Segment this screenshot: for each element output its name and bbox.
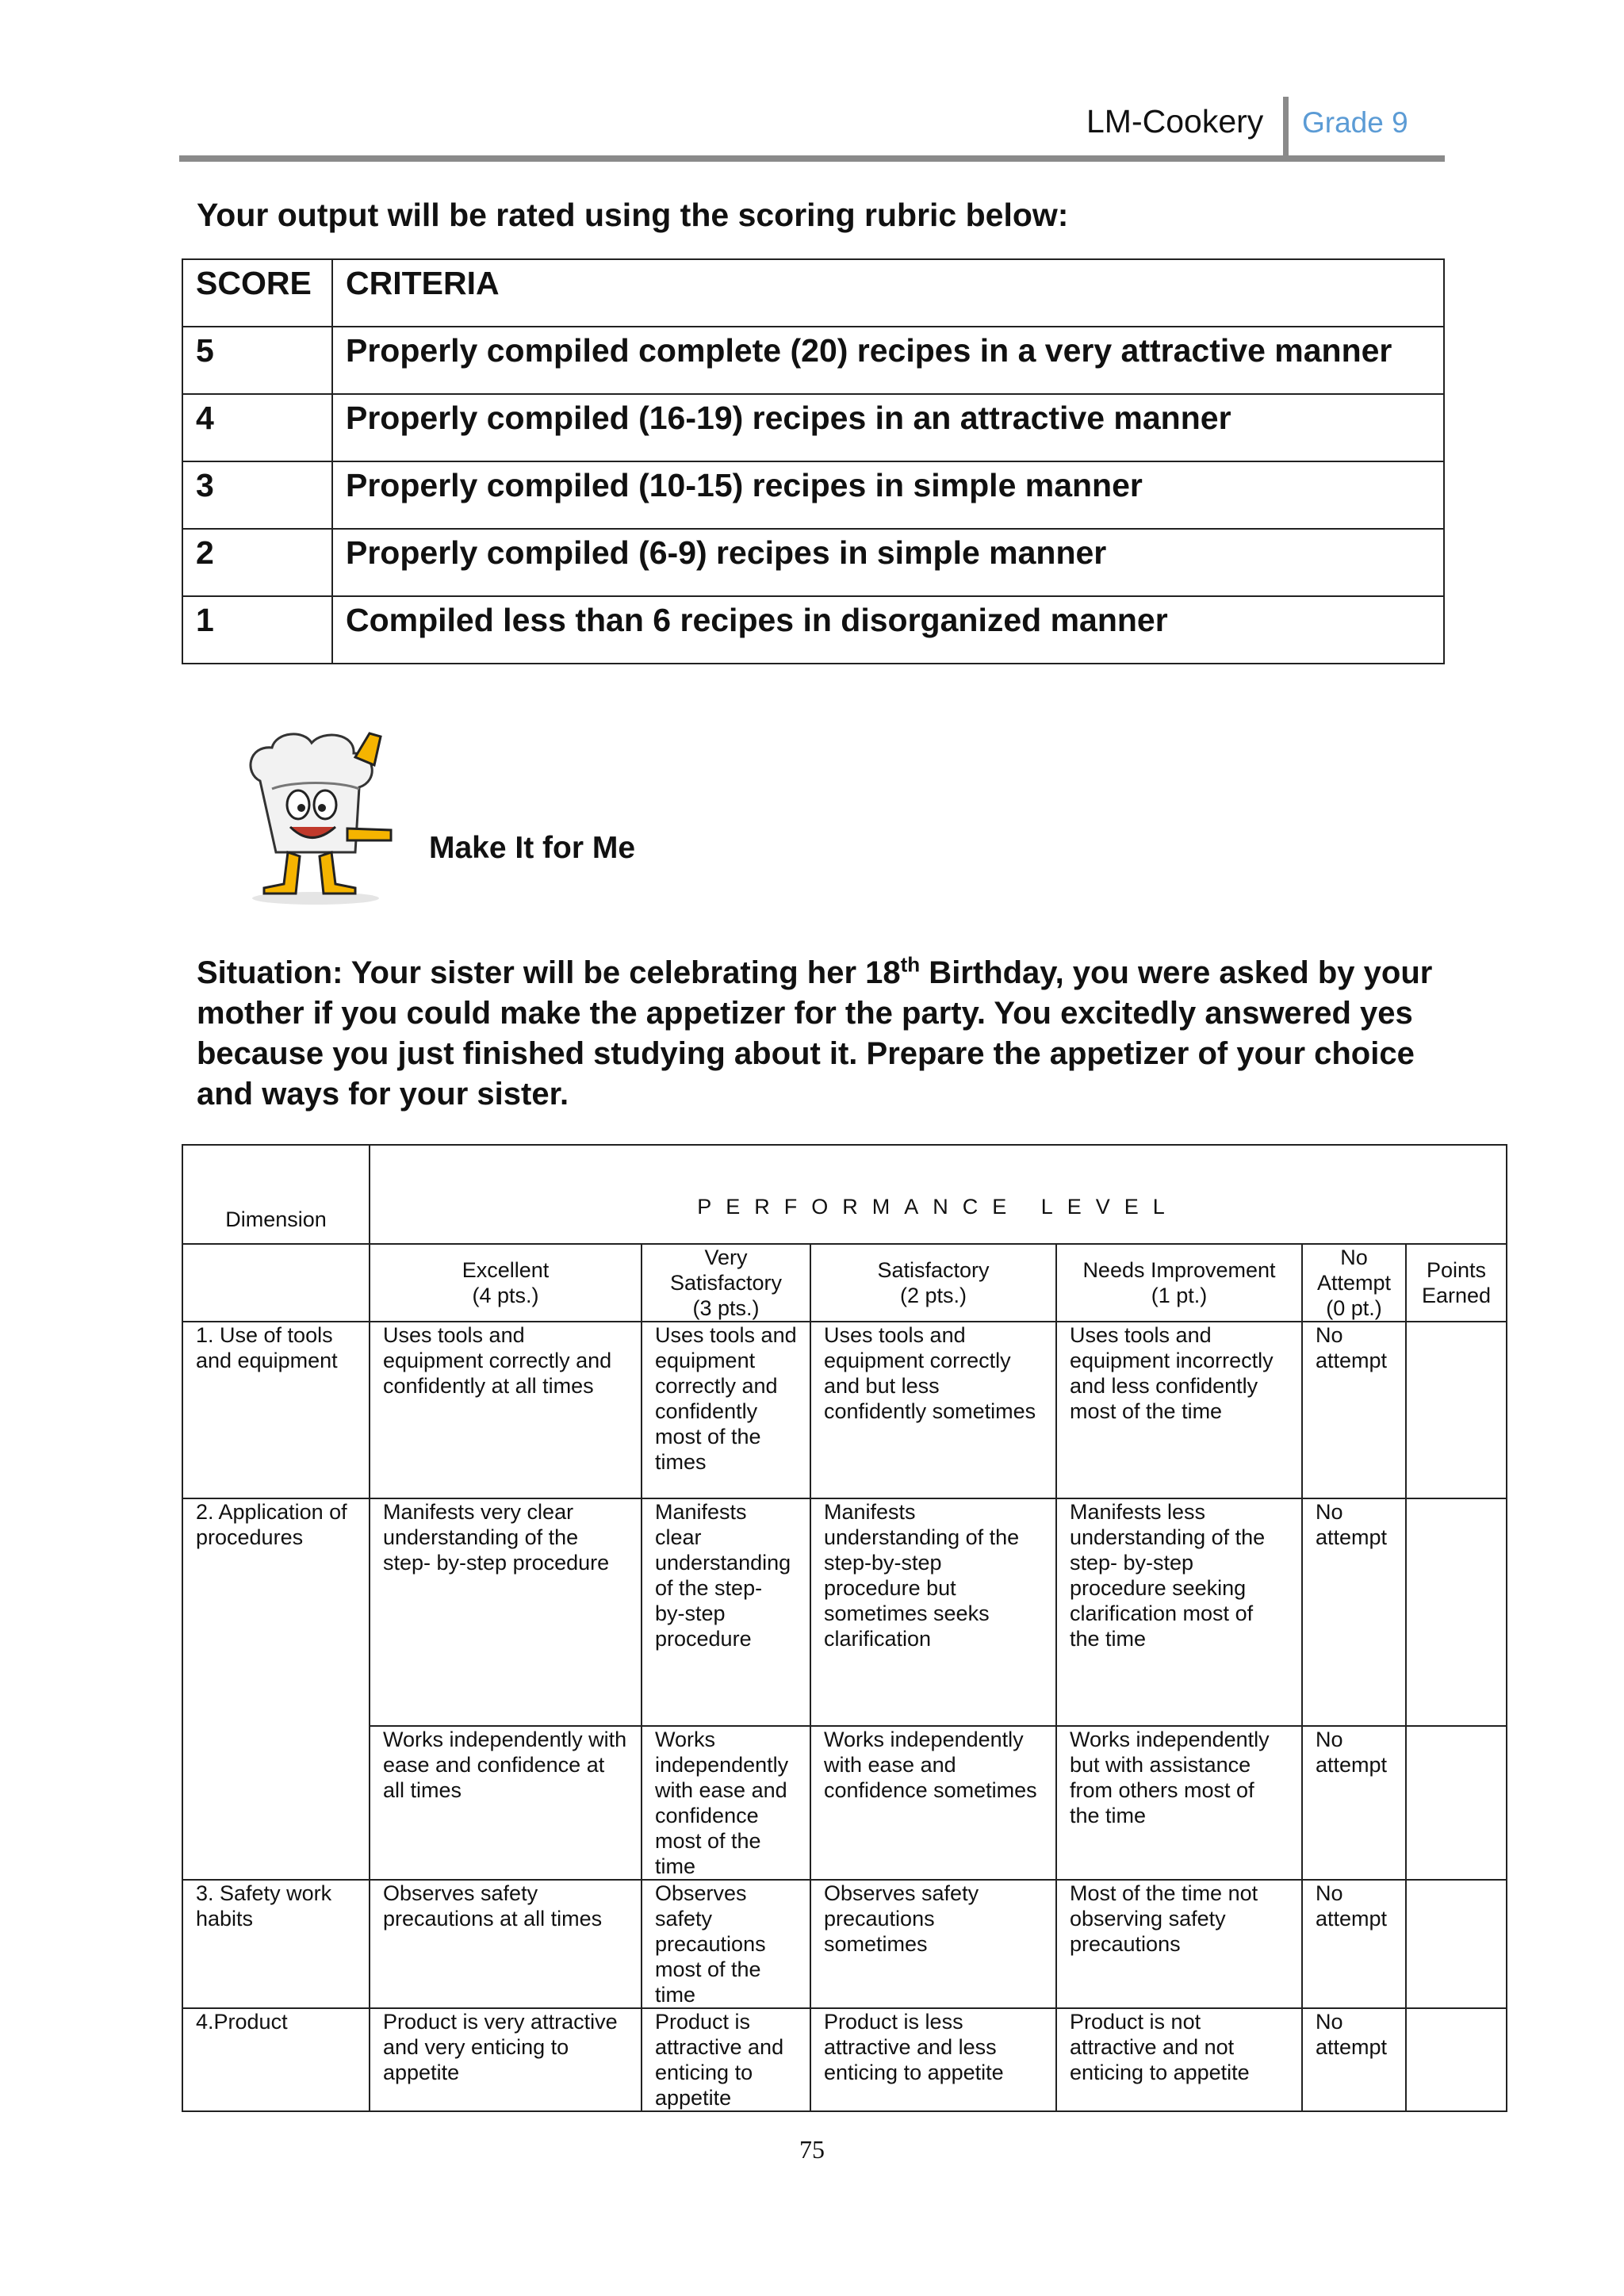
criteria-cell: Properly compiled (10-15) recipes in simple manner <box>332 461 1444 529</box>
table-row <box>182 596 1444 664</box>
criteria-cell: Properly compiled (6-9) recipes in simple manner <box>332 529 1444 596</box>
table-header-row <box>182 259 1444 327</box>
rubric-cell: No attempt <box>1302 2008 1406 2111</box>
dimension-cell: 2. Application of procedures <box>182 1498 370 1880</box>
dimension-cell: 4.Product <box>182 2008 370 2111</box>
rubric-cell: Works independently but with assistance from others most of the time <box>1056 1726 1302 1880</box>
ordinal-suffix: th <box>900 952 921 977</box>
points-earned-cell <box>1406 1322 1507 1498</box>
criteria-header: CRITERIA <box>332 259 1444 327</box>
rubric-cell: Works independently with ease and confidence sometimes <box>810 1726 1056 1880</box>
column-header-no-attempt: No Attempt (0 pt.) <box>1302 1244 1406 1322</box>
rubric-cell: Manifests very clear understanding of the step- by-step procedure <box>370 1498 642 1726</box>
rubric-cell: Works independently with ease and confidence at all times <box>370 1726 642 1880</box>
score-cell: 1 <box>182 596 332 664</box>
points-earned-cell <box>1406 1880 1507 2008</box>
score-cell: 2 <box>182 529 332 596</box>
rubric-cell: Product is attractive and enticing to appetite <box>642 2008 810 2111</box>
column-header-excellent: Excellent (4 pts.) <box>370 1244 642 1322</box>
situation-text-end: Birthday, you were asked by your mother if you could make the appetizer for the party. You excitedly answered yes because you just finished studying about it. Prepare the appetizer of your choice and ways for your sister. <box>197 955 1433 1112</box>
rubric-cell: Uses tools and equipment correctly and but less confidently sometimes <box>810 1322 1056 1498</box>
dimension-cell: 3. Safety work habits <box>182 1880 370 2008</box>
points-earned-cell <box>1406 1498 1507 1726</box>
empty-cell <box>182 1244 370 1322</box>
table-row <box>182 529 1444 596</box>
rubric-cell: Most of the time not observing safety precautions <box>1056 1880 1302 2008</box>
table-row <box>182 1498 1507 1726</box>
rubric-cell: Observes safety precautions sometimes <box>810 1880 1056 2008</box>
rubric-cell: Uses tools and equipment incorrectly and less confidently most of the time <box>1056 1322 1302 1498</box>
performance-rubric-table <box>182 1144 1507 2112</box>
header-grade: Grade 9 <box>1302 106 1408 139</box>
rubric-cell: Uses tools and equipment correctly and confidently most of the times <box>642 1322 810 1498</box>
header-title: LM-Cookery <box>1086 103 1264 140</box>
score-header: SCORE <box>182 259 332 327</box>
performance-level-header: PERFORMANCE LEVEL <box>370 1145 1507 1244</box>
rubric-cell: No attempt <box>1302 1880 1406 2008</box>
rubric-cell: Works independently with ease and confidence most of the time <box>642 1726 810 1880</box>
table-row <box>182 327 1444 394</box>
rubric-cell: Manifests less understanding of the step- by-step procedure seeking clarification most of the time <box>1056 1498 1302 1726</box>
rubric-cell: Product is very attractive and very enticing to appetite <box>370 2008 642 2111</box>
rubric-cell: Product is not attractive and not enticing to appetite <box>1056 2008 1302 2111</box>
dimension-cell: 1. Use of tools and equipment <box>182 1322 370 1498</box>
table-row <box>182 2008 1507 2111</box>
score-cell: 3 <box>182 461 332 529</box>
rubric-cell: No attempt <box>1302 1322 1406 1498</box>
header-separator <box>1283 97 1289 160</box>
rubric-cell: Uses tools and equipment correctly and confidently at all times <box>370 1322 642 1498</box>
column-header-satisfactory: Satisfactory (2 pts.) <box>810 1244 1056 1322</box>
header-rule <box>179 155 1445 162</box>
column-header-points-earned: Points Earned <box>1406 1244 1507 1322</box>
rubric-cell: Manifests clear understanding of the step- by-step procedure <box>642 1498 810 1726</box>
column-header-needs-improvement: Needs Improvement (1 pt.) <box>1056 1244 1302 1322</box>
table-row <box>182 461 1444 529</box>
rubric-cell: Observes safety precautions most of the time <box>642 1880 810 2008</box>
table-row <box>182 1880 1507 2008</box>
rubric-cell: Product is less attractive and less enticing to appetite <box>810 2008 1056 2111</box>
chef-hat-mascot-icon <box>228 725 403 908</box>
score-cell: 5 <box>182 327 332 394</box>
scoring-rubric-table <box>182 258 1445 664</box>
points-earned-cell <box>1406 2008 1507 2111</box>
criteria-cell: Properly compiled complete (20) recipes in a very attractive manner <box>332 327 1444 394</box>
table-row <box>182 1726 1507 1880</box>
criteria-cell: Properly compiled (16-19) recipes in an attractive manner <box>332 394 1444 461</box>
dimension-header: Dimension <box>182 1145 370 1244</box>
rubric-cell: No attempt <box>1302 1726 1406 1880</box>
table-header-row <box>182 1145 1507 1244</box>
table-row <box>182 1322 1507 1498</box>
situation-paragraph <box>197 953 1465 1115</box>
situation-text-start: Situation: Your sister will be celebrating her 18 <box>197 955 901 990</box>
column-header-very-satisfactory: Very Satisfactory (3 pts.) <box>642 1244 810 1322</box>
page-number: 75 <box>799 2135 825 2164</box>
criteria-cell: Compiled less than 6 recipes in disorganized manner <box>332 596 1444 664</box>
points-earned-cell <box>1406 1726 1507 1880</box>
rubric-cell: Observes safety precautions at all times <box>370 1880 642 2008</box>
activity-title: Make It for Me <box>429 831 636 865</box>
rubric-cell: Manifests understanding of the step-by-step procedure but sometimes seeks clarification <box>810 1498 1056 1726</box>
table-header-row <box>182 1244 1507 1322</box>
score-cell: 4 <box>182 394 332 461</box>
table-row <box>182 394 1444 461</box>
rubric-intro: Your output will be rated using the scoring rubric below: <box>197 197 1069 233</box>
rubric-cell: No attempt <box>1302 1498 1406 1726</box>
